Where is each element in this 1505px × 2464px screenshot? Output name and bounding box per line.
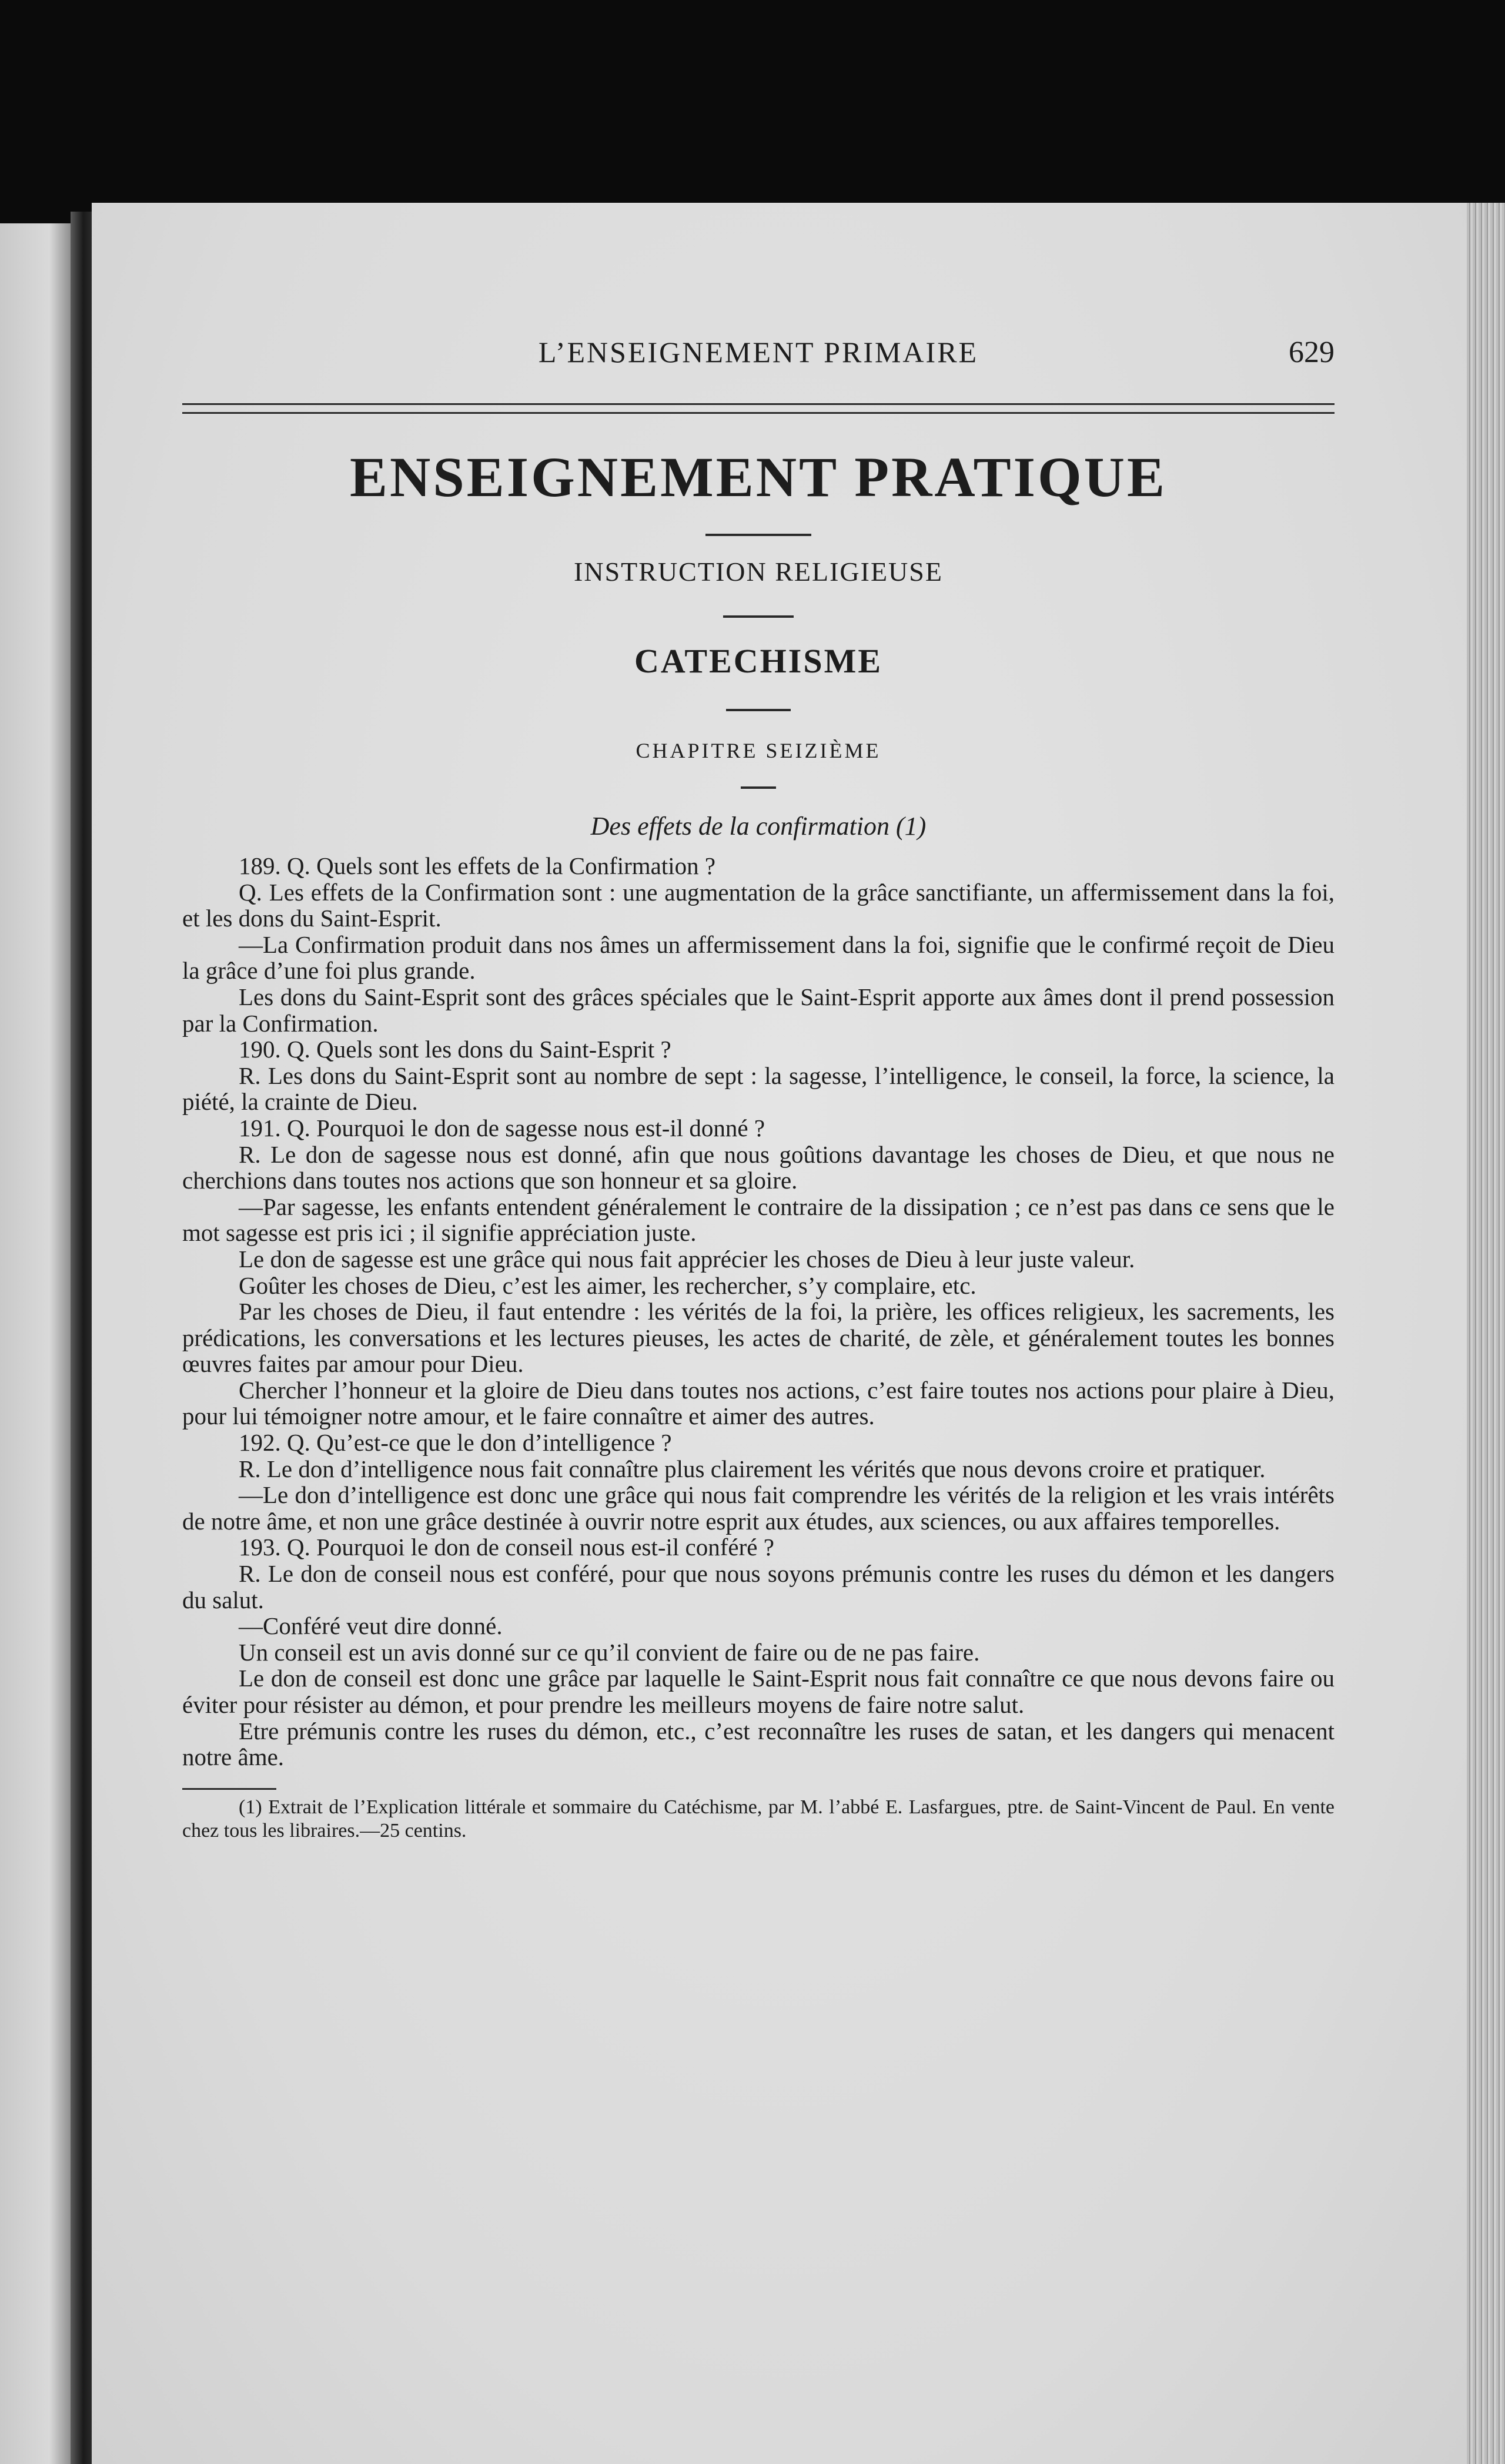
paragraph: —Le don d’intelligence est donc une grâce qui nous fait comprendre les vérités de la religion et les vrais intérêts de notre âme, et non une grâce destinée à ouvrir notre esprit aux études, aux sciences, ou aux affaires temporelles. [182,1481,1335,1535]
paragraph: Par les choses de Dieu, il faut entendre : les vérités de la foi, la prière, les offices religieux, les sacrements, les prédications, les conversations et les lectures pieuses, les actes de charité, de zèle, et généralement toutes les bonnes œuvres faites par amour pour Dieu. [182,1298,1335,1378]
paragraph: Q. Les effets de la Confirmation sont : une augmentation de la grâce sanctifiante, un affermissement dans la foi, et les dons du Saint-Esprit. [182,878,1335,932]
paragraph: Le don de sagesse est une grâce qui nous fait apprécier les choses de Dieu à leur juste valeur. [239,1245,1135,1273]
paragraph: R. Le don de conseil nous est conféré, pour que nous soyons prémunis contre les ruses du démon et les dangers du salut. [182,1560,1335,1613]
paragraph: 190. Q. Quels sont les dons du Saint-Esprit ? [239,1036,671,1063]
header-double-rule [182,403,1335,414]
paragraph: R. Le don d’intelligence nous fait connaître plus clairement les vérités que nous devons croire et pratiquer. [239,1455,1266,1482]
heading: CATECHISME [634,642,883,680]
left-page-edge [0,223,71,2464]
paragraph: 191. Q. Pourquoi le don de sagesse nous est-il donné ? [239,1114,765,1141]
page-number: 629 [1289,336,1335,369]
title-rule [705,534,811,536]
footnote-rule [182,1788,276,1790]
page-content [182,329,1335,1843]
section-title: Des effets de la confirmation (1) [590,812,927,841]
body-text [182,853,1335,1770]
paragraph: 193. Q. Pourquoi le don de conseil nous est-il conféré ? [239,1534,774,1561]
footnote: (1) Extrait de l’Explication littérale et sommaire du Catéchisme, par M. l’abbé E. Lasfargues, ptre. de Saint-Vincent de Paul. En vente chez tous les libraires.—25 centins. [182,1796,1335,1842]
page-stack-edge [1467,203,1505,2464]
paragraph: Le don de conseil est donc une grâce par laquelle le Saint-Esprit nous fait connaître ce que nous devons faire ou éviter pour résister au démon, et pour prendre les meilleurs moyens de faire notre salut. [182,1665,1335,1718]
paragraph: R. Les dons du Saint-Esprit sont au nombre de sept : la sagesse, l’intelligence, le conseil, la force, la science, la piété, la crainte de Dieu. [182,1062,1335,1116]
heading-rule [726,709,791,711]
paragraph: Les dons du Saint-Esprit sont des grâces spéciales que le Saint-Esprit apporte aux âmes dont il prend possession par la Confirmation. [182,983,1335,1037]
paragraph: —La Confirmation produit dans nos âmes un affermissement dans la foi, signifie que le confirmé reçoit de Dieu la grâce d’une foi plus grande. [182,930,1335,985]
main-title: ENSEIGNEMENT PRATIQUE [349,446,1168,508]
chapter-title: CHAPITRE SEIZIÈME [636,739,881,762]
paragraph: 192. Q. Qu’est-ce que le don d’intelligence ? [239,1429,672,1457]
book-gutter [71,212,92,2464]
paragraph: —Conféré veut dire donné. [239,1612,503,1640]
paragraph: Etre prémunis contre les ruses du démon, etc., c’est reconnaître les ruses de satan, et les dangers qui menacent notre âme. [182,1717,1335,1771]
paragraph: Chercher l’honneur et la gloire de Dieu dans toutes nos actions, c’est faire toutes nos actions pour plaire à Dieu, pour lui témoigner notre amour, et le faire connaître et aimer des autres. [182,1376,1335,1430]
paragraph: 189. Q. Quels sont les effets de la Confirmation ? [239,852,716,879]
paragraph: —Par sagesse, les enfants entendent généralement le contraire de la dissipation ; ce n’est pas dans ce sens que le mot sagesse est pris ici ; il signifie appréciation juste. [182,1193,1335,1247]
subsection-title: INSTRUCTION RELIGIEUSE [574,557,943,587]
chapter-rule [741,786,776,789]
running-head [182,329,1335,376]
paragraph: Un conseil est un avis donné sur ce qu’il convient de faire ou de ne pas faire. [239,1638,980,1666]
subsection-rule [723,615,794,618]
paragraph: R. Le don de sagesse nous est donné, afin que nous goûtions davantage les choses de Dieu, et que nous ne cherchions dans toutes nos actions que son honneur et sa gloire. [182,1140,1335,1194]
running-title: L’ENSEIGNEMENT PRIMAIRE [538,336,979,369]
paragraph: Goûter les choses de Dieu, c’est les aimer, les rechercher, s’y complaire, etc. [239,1271,976,1299]
